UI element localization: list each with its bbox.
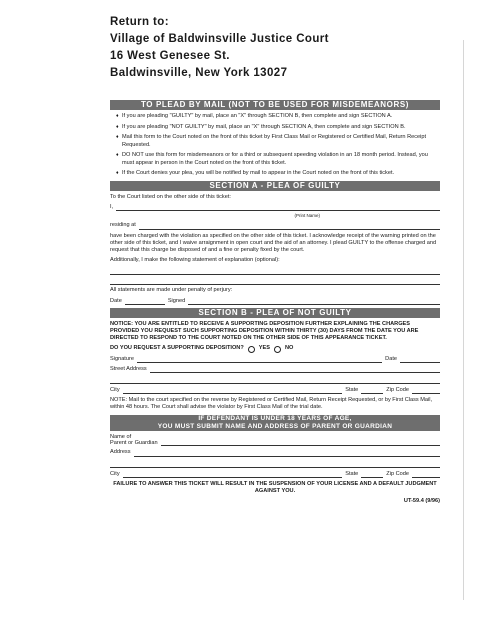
minor-header-1: IF DEFENDANT IS UNDER 18 YEARS OF AGE, [110, 415, 440, 423]
residence-field[interactable] [139, 223, 440, 230]
deposition-question [110, 345, 440, 352]
date-field[interactable] [125, 298, 165, 305]
instruction-item: ♦ If the Court denies your plea, you will be notified by mail to appear in the Court noted on the front of this ticket. [116, 170, 440, 177]
guardian-zip-label: Zip Code [386, 470, 409, 477]
court-city: Baldwinsville, New York 13027 [110, 67, 288, 79]
guilty-statement: have been charged with the violation as specified on the other side of this ticket. I acknowledge receipt of the warning printed on the other side of this ticket, and I waive arraignment in open court and the aid of an attorney. I plead GUILTY to the offense charged and request that this charge be disposed of and a fine or penalty fixed by the court. [110, 232, 437, 253]
date-label: Date [110, 297, 122, 304]
instruction-item: ♦ If you are pleading "GUILTY" by mail, place an "X" through SECTION B, then complete and sign SECTION A. [116, 113, 440, 120]
form-number: UT-59.4 (9/96) [403, 498, 440, 505]
city-row [110, 387, 440, 394]
court-street: 16 West Genesee St. [110, 50, 230, 62]
court-name: Village of Baldwinsville Justice Court [110, 33, 329, 45]
plea-form [110, 98, 440, 505]
mail-plea-instructions [116, 113, 440, 177]
signature-b-field[interactable] [137, 356, 382, 363]
date-signed-row [110, 298, 440, 305]
date-b-label: Date [385, 355, 397, 362]
signature-row [110, 356, 440, 363]
street-field[interactable] [150, 366, 440, 373]
page-edge-line [463, 40, 464, 600]
guardian-name-row [110, 434, 440, 447]
residence-row [110, 222, 440, 229]
instruction-item: ♦ DO NOT use this form for misdemeanors or for a third or subsequent speeding violation in an 18 month period. Instead, you must appear in person in the Court noted on the front of this ticket. [116, 152, 440, 166]
no-radio[interactable] [274, 346, 281, 353]
explanation-label: Additionally, I make the following statement of explanation (optional): [110, 257, 280, 264]
name-field[interactable] [116, 204, 440, 211]
failure-warning: FAILURE TO ANSWER THIS TICKET WILL RESULT IN THE SUSPENSION OF YOUR LICENSE AND A DEFAULT JUDGMENT AGAINST YOU. [113, 480, 437, 494]
return-to-label: Return to: [110, 16, 169, 28]
mail-plea-header: TO PLEAD BY MAIL (NOT TO BE USED FOR MISDEMEANORS) [110, 100, 440, 110]
return-address [110, 14, 329, 82]
guardian-address-field[interactable] [134, 450, 440, 457]
guardian-state-label: State [345, 470, 359, 477]
explanation-field-1[interactable] [110, 267, 440, 275]
guardian-address-row [110, 449, 440, 456]
guardian-label-line1: Name of [110, 433, 132, 440]
guardian-zip-field[interactable] [412, 471, 440, 478]
state-label: State [345, 386, 359, 393]
i-label: I, [110, 204, 114, 211]
section-b-header: SECTION B - PLEA OF NOT GUILTY [110, 308, 440, 318]
guardian-city-field[interactable] [123, 471, 343, 478]
guardian-address-label: Address [110, 449, 131, 456]
city-label: City [110, 386, 120, 393]
city-field[interactable] [123, 387, 343, 394]
to-court-text: To the Court listed on the other side of this ticket: [110, 193, 231, 200]
street-label: Street Address [110, 365, 147, 372]
explanation-field-2[interactable] [110, 277, 440, 285]
guardian-city-row [110, 471, 440, 478]
guardian-name-label [110, 434, 158, 447]
residing-label: residing at [110, 222, 136, 229]
signed-label: Signed [167, 297, 186, 304]
section-a-header: SECTION A - PLEA OF GUILTY [110, 181, 440, 191]
no-label: NO [284, 345, 294, 352]
zip-label: Zip Code [386, 386, 409, 393]
guardian-name-field[interactable] [161, 439, 440, 446]
yes-label: YES [258, 345, 270, 352]
print-name-hint: (Print Name) [294, 213, 320, 219]
signature-label: Signature [110, 355, 134, 362]
deposition-notice: NOTICE: YOU ARE ENTITLED TO RECEIVE A SUPPORTING DEPOSITION FURTHER EXPLAINING THE CHARGES PROVIDED YOU REQUEST SUCH SUPPORTING DEPOSITION WITHIN THIRTY (30) DAYS FROM THE DATE YOU ARE DIRECTED TO RESPOND TO THE COURT NOTED ON THE OTHER SIDE OF THIS APPEARANCE TICKET. [110, 320, 419, 342]
address-extra-field[interactable] [110, 376, 440, 384]
instruction-item: ♦ If you are pleading "NOT GUILTY" by mail, place an "X" through SECTION A, then complete and sign SECTION B. [116, 124, 440, 131]
guardian-state-field[interactable] [361, 471, 383, 478]
yes-radio[interactable] [248, 346, 255, 353]
instruction-item: ♦ Mail this form to the Court noted on the front of this ticket by First Class Mail or Registered or Certified Mail, Return Receipt Requested. [116, 134, 440, 148]
date-b-field[interactable] [400, 356, 440, 363]
mail-note: NOTE: Mail to the court specified on the reverse by Registered or Certified Mail, Return Receipt Requested, or by First Class Mail, within 48 hours. The Court shall advise the violator by First Class Mail of the trial date. [110, 397, 433, 411]
street-row [110, 366, 440, 373]
signature-field[interactable] [188, 298, 440, 305]
guardian-city-label: City [110, 470, 120, 477]
zip-field[interactable] [412, 387, 440, 394]
guardian-address-extra[interactable] [110, 460, 440, 468]
state-field[interactable] [361, 387, 383, 394]
minor-header-2: YOU MUST SUBMIT NAME AND ADDRESS OF PARENT OR GUARDIAN [110, 423, 440, 431]
deposition-question-text: DO YOU REQUEST A SUPPORTING DEPOSITION? [110, 345, 244, 352]
name-row [110, 204, 440, 211]
perjury-text: All statements are made under penalty of perjury: [110, 287, 233, 294]
guardian-label-line2: Parent or Guardian [110, 439, 158, 446]
